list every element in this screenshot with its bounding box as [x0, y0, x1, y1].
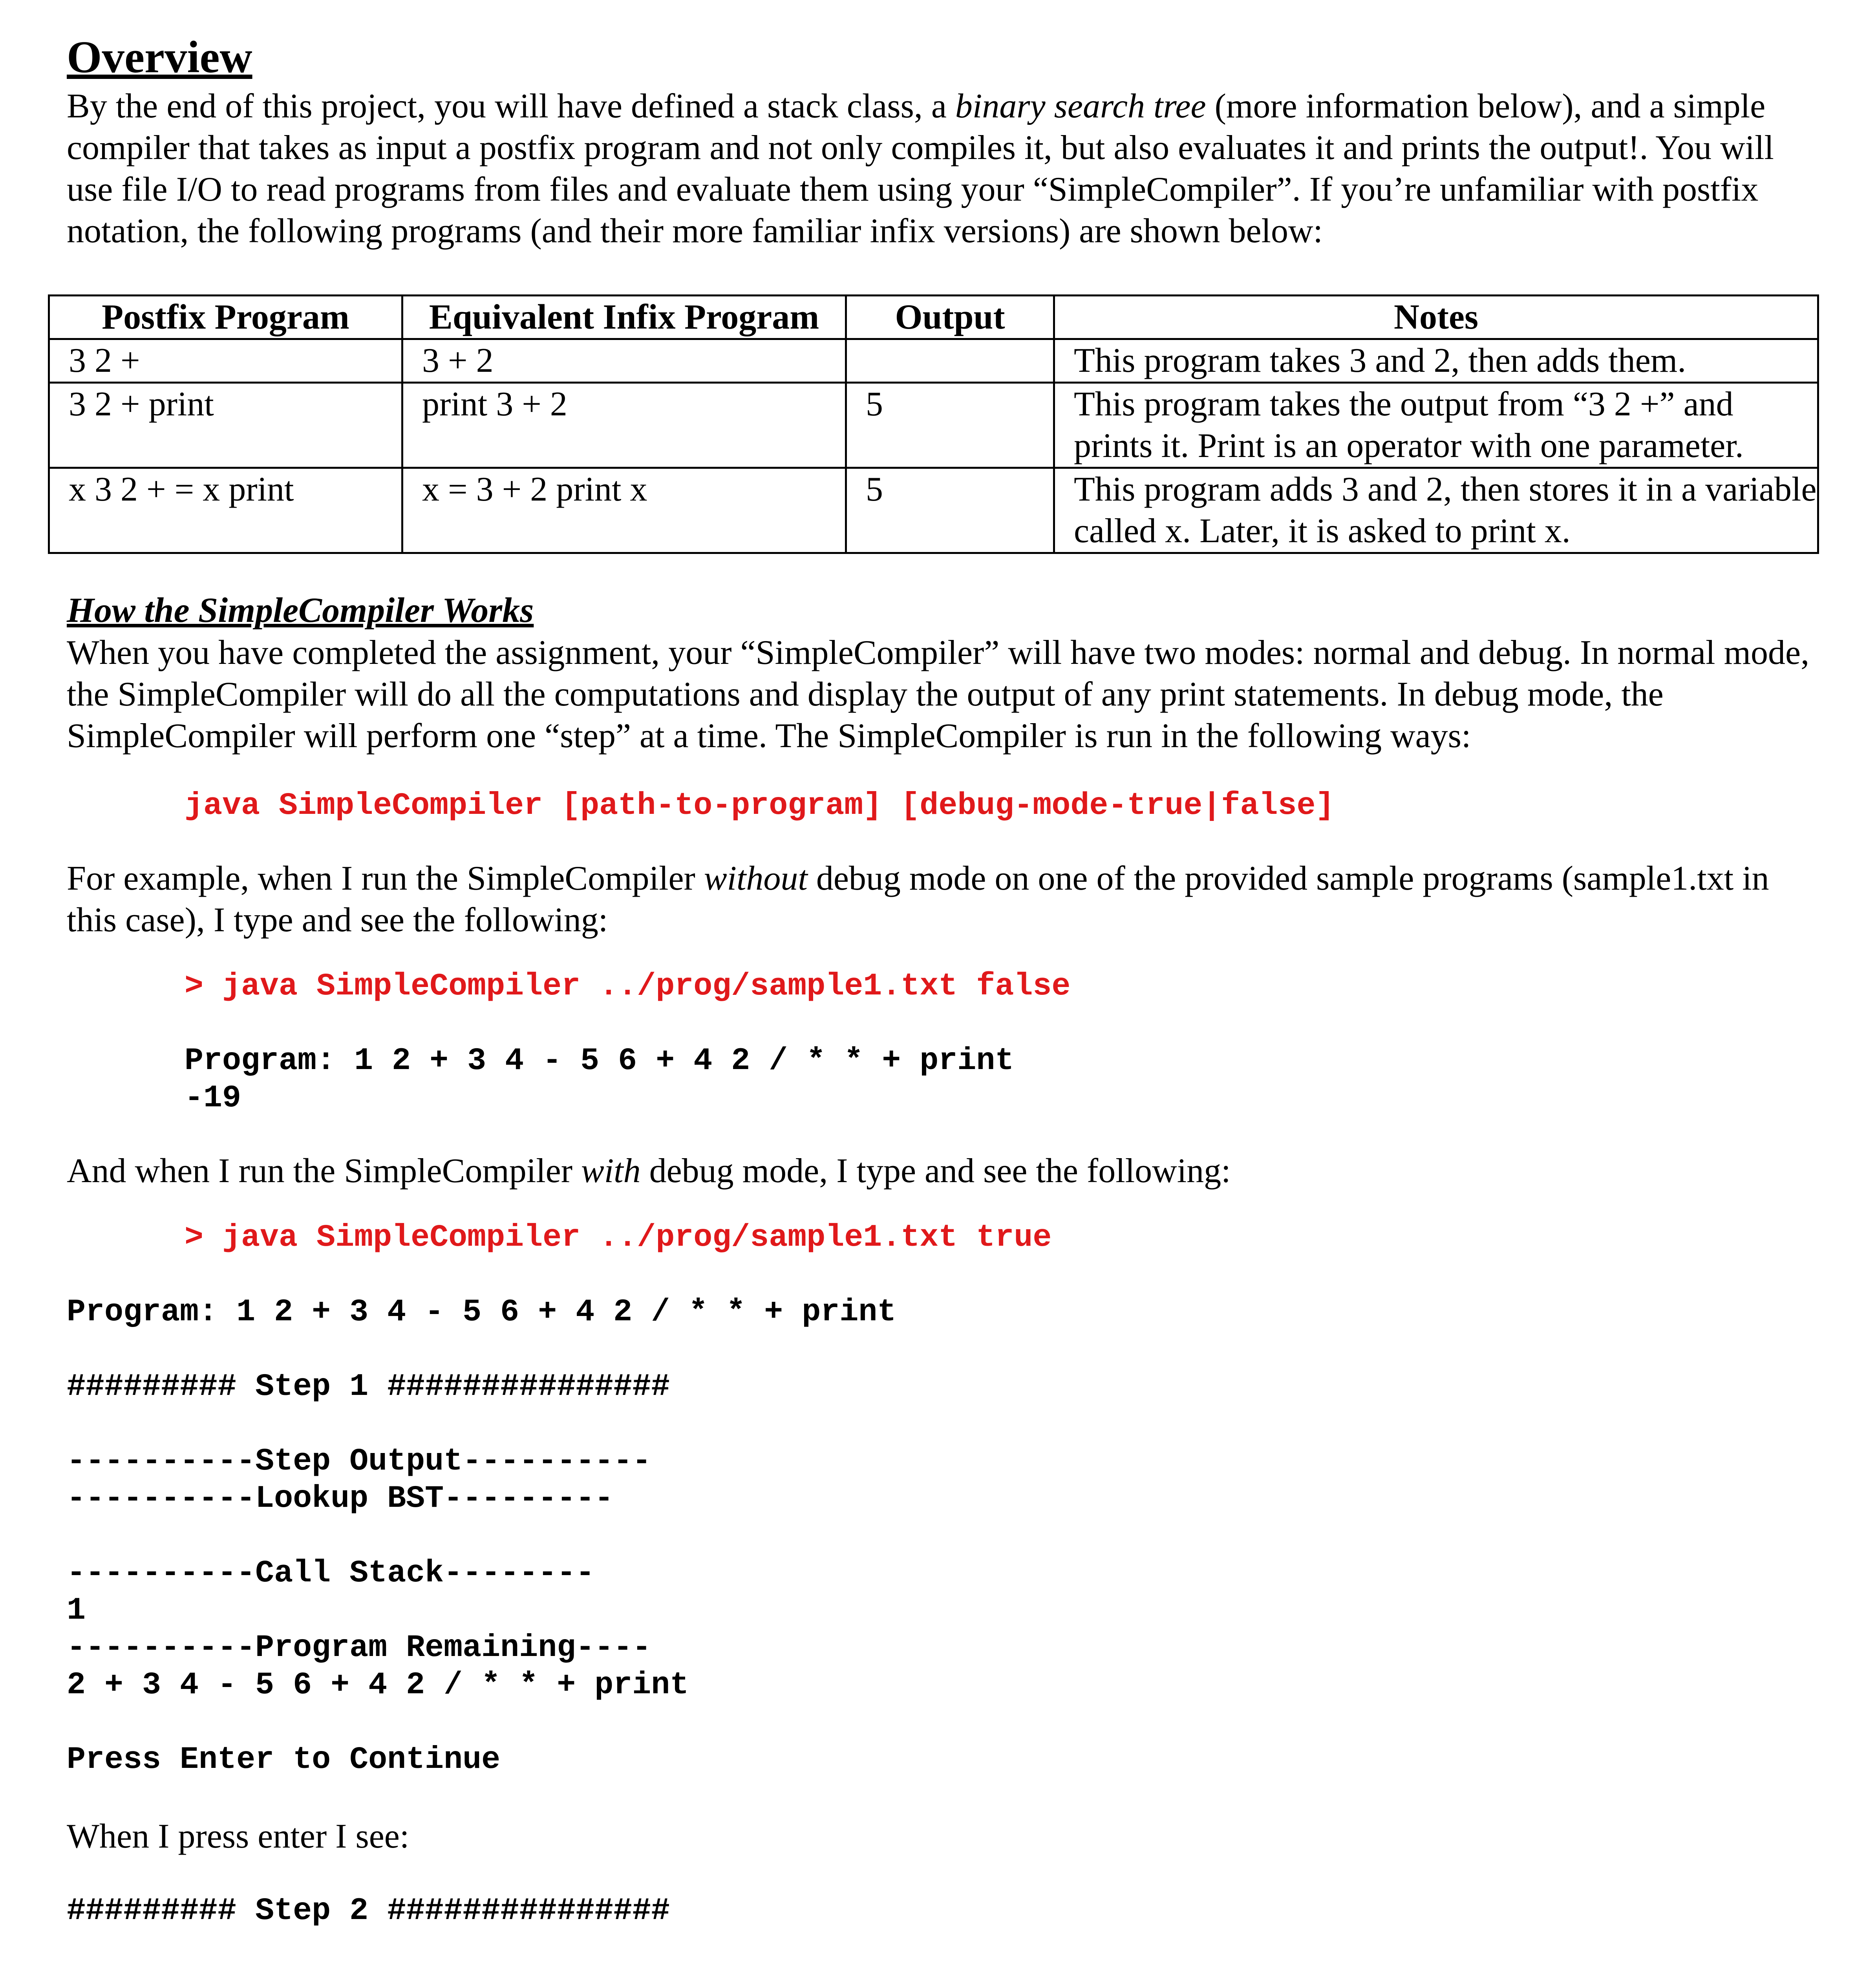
overview-text-a: By the end of this project, you will have defined a stack class, a [67, 87, 955, 125]
cell-output: 5 [846, 468, 1054, 553]
cell-notes: This program adds 3 and 2, then stores it in a variable called x. Later, it is asked to print x. [1054, 468, 1818, 553]
cell-postfix: x 3 2 + = x print [49, 468, 402, 553]
example-text-a: For example, when I run the SimpleCompiler [67, 859, 704, 897]
how-paragraph: When you have completed the assignment, your “SimpleCompiler” will have two modes: normal and debug. In normal mode, the SimpleCompiler will do all the computations and display the output of any print statements. In debug mode, the SimpleCompiler will perform one “step” at a time. The SimpleCompiler is run in the following ways: [67, 634, 1810, 755]
debug-text-italic: with [581, 1152, 641, 1190]
header-output: Output [846, 296, 1054, 339]
table-row [49, 468, 1818, 553]
cell-infix: 3 + 2 [402, 339, 846, 383]
cell-notes: This program takes 3 and 2, then adds them. [1054, 339, 1818, 383]
cell-notes: This program takes the output from “3 2 +” and prints it. Print is an operator with one parameter. [1054, 383, 1818, 468]
example-text-c: debug mode on one of the provided sample programs (sample1.txt in this case), I type and see the following: [67, 859, 1769, 939]
debug-paragraph [67, 1150, 1826, 1192]
overview-text-c: (more information below), and a simple compiler that takes as input a postfix program and not only compiles it, but also evaluates it and prints the output!. You will use file I/O to read programs from files and evaluate them using your “SimpleCompiler”. If you’re unfamiliar with postfix notation, the following programs (and their more familiar infix versions) are shown below: [67, 87, 1774, 250]
header-postfix: Postfix Program [49, 296, 402, 339]
overview-heading: Overview [67, 32, 252, 82]
debug-text-a: And when I run the SimpleCompiler [67, 1152, 581, 1190]
table-header-row [49, 296, 1818, 339]
cell-infix: print 3 + 2 [402, 383, 846, 468]
output-debug-step2: ######### Step 2 ############### [67, 1893, 670, 1929]
example-text-italic: without [704, 859, 808, 897]
command-true: > java SimpleCompiler ../prog/sample1.txt true [185, 1220, 1052, 1256]
postfix-table [48, 294, 1819, 554]
press-enter-paragraph: When I press enter I see: [67, 1817, 410, 1855]
table-row [49, 383, 1818, 468]
cell-infix: x = 3 + 2 print x [402, 468, 846, 553]
debug-text-c: debug mode, I type and see the following: [640, 1152, 1231, 1190]
cell-output [846, 339, 1054, 383]
example-paragraph [67, 858, 1826, 941]
how-it-works-heading: How the SimpleCompiler Works [67, 591, 534, 630]
output-debug-step1: Program: 1 2 + 3 4 - 5 6 + 4 2 / * * + print ######### Step 1 ############### ----------Step Output---------- ----------Lookup BST--------- ----------Call Stack-------- 1 ----------Program Remaining---- 2 + 3 4 - 5 6 + 4 2 / * * + print Press Enter to Continue [67, 1294, 896, 1778]
output-normal-mode: Program: 1 2 + 3 4 - 5 6 + 4 2 / * * + print -19 [185, 1043, 1014, 1116]
cell-postfix: 3 2 + print [49, 383, 402, 468]
cell-postfix: 3 2 + [49, 339, 402, 383]
overview-text-italic: binary search tree [955, 87, 1206, 125]
cell-output: 5 [846, 383, 1054, 468]
table-row [49, 339, 1818, 383]
header-infix: Equivalent Infix Program [402, 296, 846, 339]
command-false: > java SimpleCompiler ../prog/sample1.txt false [185, 969, 1071, 1004]
overview-paragraph [67, 86, 1826, 252]
header-notes: Notes [1054, 296, 1818, 339]
usage-command: java SimpleCompiler [path-to-program] [debug-mode-true|false] [185, 788, 1335, 824]
